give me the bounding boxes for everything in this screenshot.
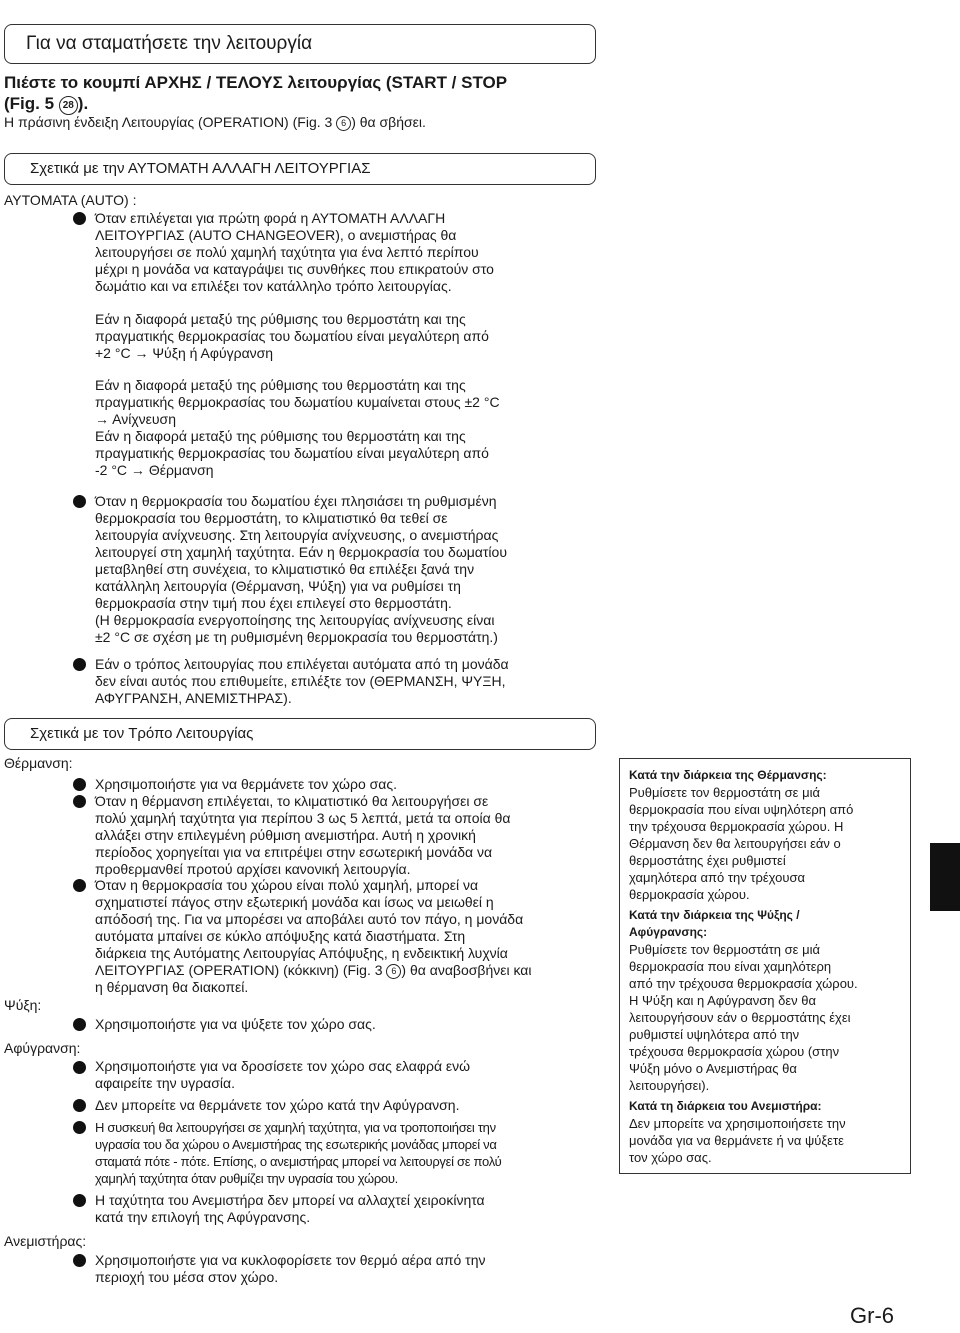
auto-bullet-3-text: Εάν ο τρόπος λειτουργίας που επιλέγεται αυτόματα από τη μονάδα δεν είναι αυτός που επιθυμείτε, επιλέξτε τον (ΘΕΡΜΑΝΣΗ, ΨΥΞΗ, ΑΦΥΓΡΑΝΣΗ, ΑΝΕΜΙΣΤΗΡΑΣ). [95, 656, 509, 706]
bullet-dry-4 [73, 1194, 86, 1207]
sidebar-heading-cooling: Κατά την διάρκεια της Ψύξης / [629, 908, 800, 922]
heating-item-1: Χρησιμοποιήστε για να θερμάνετε τον χώρο σας. [95, 776, 397, 792]
auto-bullet-1-text: Όταν επιλέγεται για πρώτη φορά η ΑΥΤΟΜΑΤΗ ΑΛΛΑΓΗ ΛΕΙΤΟΥΡΓΙΑΣ (AUTO CHANGEOVER), ο ανεμιστήρας θα λειτουργήσει σε πολύ χαμηλή ταχύτητα για ένα λεπτό περίπου μέχρι η μονάδα να καταγράψει τις συνθήκες που επικρατούν στο δωμάτιο και να επιλέξει τον κατάλληλο τρόπο λειτουργίας. [95, 210, 494, 294]
bullet-dry-1 [73, 1061, 86, 1074]
modes-section-box [4, 718, 596, 750]
auto-bullet-2-text: Όταν η θερμοκρασία του δωματίου έχει πλησιάσει τη ρυθμισμένη θερμοκρασία του θερμοστάτη, το κλιματιστικό θα τεθεί σε λειτουργία ανίχνευσης. Στη λειτουργία ανίχνευσης, ο ανεμιστήρας λειτουργεί στη χαμηλή ταχύτητα. Εάν η θερμοκρασία του δωματίου μεταβληθεί στη συνέχεια, το κλιματιστικό θα επιλέξει ξανά την κατάλληλη λειτουργία (Θέρμανση, Ψύξη) για να ρυθμίσει τη θερμοκρασία στην τιμή που έχει επιλεγεί στο θερμοστάτη. (Η θερμοκρασία ενεργοποίησης της λειτουργίας ανίχνευσης είναι ±2 °C σε σχέση με τη ρυθμισμένη θερμοκρασία του θερμοστάτη.) [95, 493, 507, 645]
sidebar-note-box: Κατά την διάρκεια της Θέρμανσης: Ρυθμίσετε τον θερμοστάτη σε μιά θερμοκρασία που είναι υψηλότερη από την τρέχουσα θερμοκρασία χώρου. Η Θέρμανση δεν θα λειτουργήσει εάν ο θερμοστάτης έχει ρυθμιστεί χαμηλότερα από την τρέχουσα θερμοκρασία χώρου. Κατά την διάρκεια της Ψύξης / Αφύγρανσης: Ρυθμίσετε τον θερμοστάτη σε μιά θερμοκρασία που είναι χαμηλότερη από την τρέχουσα θερμοκρασία χώρου. Η Ψύξη και η Αφύγρανση δεν θα λειτουργήσουν εάν ο θερμοστάτης έχει ρυθμιστεί υψηλότερα από την τρέχουσα θερμοκρασία χώρου (στην Ψύξη μόνο ο Ανεμιστήρας θα λειτουργήσει). Κατά τη διάρκεια του Ανεμιστήρα: Δεν μπορείτε να χρησιμοποιήσετε την μονάδα για να θερμάνετε ή να ψύξετε τον χώρο σας. [619, 758, 911, 1174]
cooling-item-1: Χρησιμοποιήστε για να ψύξετε τον χώρο σας. [95, 1016, 376, 1032]
section-edge-tab [930, 843, 960, 911]
auto-section-box [4, 153, 596, 185]
stop-instruction-line2: (Fig. 5 28 ). [4, 94, 89, 113]
stop-instruction-line1: Πιέστε το κουμπί ΑΡΧΗΣ / ΤΕΛΟΥΣ λειτουργίας (START / STOP [4, 73, 508, 92]
bullet-heating-1 [73, 778, 86, 791]
sidebar-heading-heating: Κατά την διάρκεια της Θέρμανσης: [629, 768, 827, 782]
sidebar-heading-fan: Κατά τη διάρκεια του Ανεμιστήρα: [629, 1099, 822, 1113]
bullet-dry-3 [73, 1121, 86, 1134]
bullet-auto-1 [73, 212, 86, 225]
bullet-fan-1 [73, 1254, 86, 1267]
fig-ref-6: 6 [336, 116, 351, 131]
dry-label: Αφύγρανση: [4, 1040, 81, 1056]
fan-item-1: Χρησιμοποιήστε για να κυκλοφορίσετε τον θερμό αέρα από την περιοχή του μέσα στον χώρο. [95, 1252, 486, 1285]
cooling-label: Ψύξη: [4, 997, 42, 1013]
heating-label: Θέρμανση: [4, 755, 73, 771]
fig-ref-6-heating: 6 [386, 964, 401, 979]
stop-section-box [4, 24, 596, 64]
bullet-heating-2 [73, 795, 86, 808]
bullet-auto-3 [73, 658, 86, 671]
stop-note: Η πράσινη ένδειξη Λειτουργίας (OPERATION) (Fig. 3 6 ) θα σβήσει. [4, 114, 426, 130]
auto-section-title: Σχετικά με την ΑΥΤΟΜΑΤΗ ΑΛΛΑΓΗ ΛΕΙΤΟΥΡΓΙΑΣ [30, 160, 371, 177]
fig-ref-28: 28 [59, 96, 78, 115]
modes-section-title: Σχετικά με τον Τρόπο Λειτουργίας [30, 725, 254, 742]
stop-instruction [4, 72, 604, 115]
heating-item-3: Όταν η θερμοκρασία του χώρου είναι πολύ χαμηλή, μπορεί να σχηματιστεί πάγος στην εξωτερική μονάδα και ίσως να μειωθεί η απόδοσή της. Για να μπορέσει να αποβάλει αυτό τον πάγο, η μονάδα αυτόματα μπαίνει σε κύκλο απόψυξης κατά διαστήματα. Στη διάρκεια της Αυτόματης Λειτουργίας Απόψυξης, η ενδεικτική λυχνία ΛΕΙΤΟΥΡΓΙΑΣ (OPERATION) (κόκκινη) (Fig. 3 6 ) θα αναβοσβήνει και η θέρμανση θα διακοπεί. [95, 877, 532, 995]
sidebar-heading-dry: Αφύγρανσης: [629, 925, 708, 939]
bullet-cooling-1 [73, 1018, 86, 1031]
dry-item-2: Δεν μπορείτε να θερμάνετε τον χώρο κατά την Αφύγρανση. [95, 1097, 460, 1113]
auto-label: ΑΥΤΟΜΑΤΑ (AUTO) : [4, 192, 137, 208]
dry-item-4: Η ταχύτητα του Ανεμιστήρα δεν μπορεί να αλλαχτεί χειροκίνητα κατά την επιλογή της Αφύγρανσης. [95, 1192, 485, 1225]
stop-section-title: Για να σταματήσετε την λειτουργία [26, 33, 313, 54]
bullet-dry-2 [73, 1099, 86, 1112]
auto-condition-1: Εάν η διαφορά μεταξύ της ρύθμισης του θερμοστάτη και της πραγματικής θερμοκρασίας του δωματίου είναι μεγαλύτερη από +2 °C → Ψύξη ή Αφύγρανση [95, 311, 489, 361]
heating-item-2: Όταν η θέρμανση επιλέγεται, το κλιματιστικό θα λειτουργήσει σε πολύ χαμηλή ταχύτητα για περίπου 3 ως 5 λεπτά, μετά τα οποία θα αλλάξει στην επιλεγμένη ρύθμιση ανεμιστήρα. Αυτή η χρονική περίοδος χορηγείται για να επιτρέψει στην εσωτερική μονάδα να προθερμανθεί προτού αρχίσει κανονική λειτουργία. [95, 793, 511, 877]
page-number: Gr-6 [850, 1303, 894, 1328]
bullet-heating-3 [73, 879, 86, 892]
dry-item-1: Χρησιμοποιήστε για να δροσίσετε τον χώρο σας ελαφρά ενώ αφαιρείτε την υγρασία. [95, 1058, 471, 1091]
bullet-auto-2 [73, 495, 86, 508]
dry-item-3: Η συσκευή θα λειτουργήσει σε χαμηλή ταχύτητα, για να τροποποιήσει την υγρασία του δα χώρου ο Ανεμιστήρας της εσωτερικής μονάδας μπορεί να σταματά πότε - πότε. Επίσης, ο ανεμιστήρας μπορεί να λειτουργεί σε πολύ χαμηλή ταχύτητα όταν ρυθμίζει την υγρασία του χώρου. [95, 1120, 502, 1186]
fan-label: Ανεμιστήρας: [4, 1233, 87, 1249]
auto-condition-2: Εάν η διαφορά μεταξύ της ρύθμισης του θερμοστάτη και της πραγματικής θερμοκρασίας του δωματίου κυμαίνεται στους ±2 °C → Ανίχνευση Εάν η διαφορά μεταξύ της ρύθμισης του θερμοστάτη και της πραγματικής θερμοκρασίας του δωματίου είναι μεγαλύτερη από -2 °C → Θέρμανση [95, 377, 500, 478]
